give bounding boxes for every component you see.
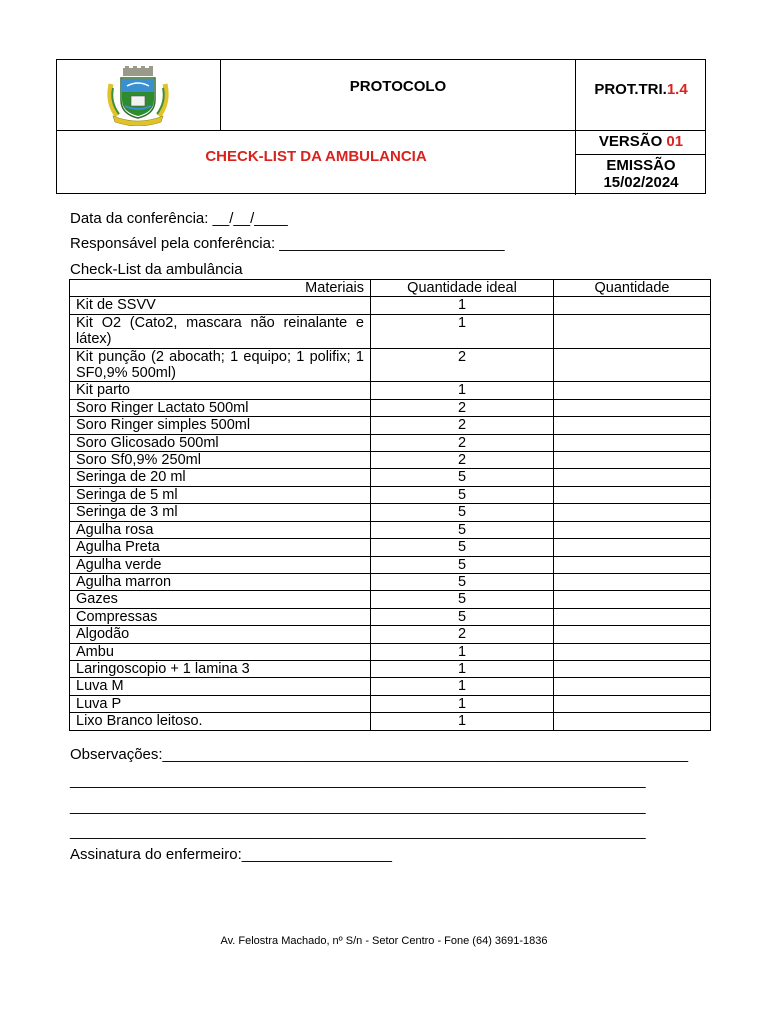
ideal-quantity-cell: 1 xyxy=(371,382,554,399)
nurse-signature-field: Assinatura do enfermeiro:__________________ xyxy=(70,846,392,863)
checklist-table xyxy=(69,279,711,731)
table-row xyxy=(70,660,711,677)
column-header-quantity: Quantidade xyxy=(554,280,711,297)
material-cell: Luva M xyxy=(70,678,371,695)
material-cell: Kit parto xyxy=(70,382,371,399)
observations-line: _____________________________________________________________________ xyxy=(70,798,646,815)
quantity-cell[interactable] xyxy=(554,608,711,625)
checklist-label: Check-List da ambulância xyxy=(70,261,243,278)
table-row xyxy=(70,348,711,382)
ideal-quantity-cell: 1 xyxy=(371,678,554,695)
quantity-cell[interactable] xyxy=(554,573,711,590)
material-cell: Laringoscopio + 1 lamina 3 xyxy=(70,660,371,677)
issue-date-value: 15/02/2024 xyxy=(603,174,679,191)
quantity-cell[interactable] xyxy=(554,469,711,486)
quantity-cell[interactable] xyxy=(554,452,711,469)
material-cell: Kit O2 (Cato2, mascara não reinalante e látex) xyxy=(70,314,371,348)
material-cell: Soro Glicosado 500ml xyxy=(70,434,371,451)
column-header-materials: Materiais xyxy=(70,280,371,297)
quantity-cell[interactable] xyxy=(554,695,711,712)
ideal-quantity-cell: 5 xyxy=(371,504,554,521)
material-cell: Seringa de 3 ml xyxy=(70,504,371,521)
table-row xyxy=(70,591,711,608)
table-row xyxy=(70,521,711,538)
material-cell: Seringa de 20 ml xyxy=(70,469,371,486)
table-row xyxy=(70,573,711,590)
header-divider xyxy=(575,154,705,155)
material-cell: Agulha rosa xyxy=(70,521,371,538)
ideal-quantity-cell: 1 xyxy=(371,713,554,730)
document-title: CHECK-LIST DA AMBULANCIA xyxy=(205,148,427,165)
table-row xyxy=(70,504,711,521)
quantity-cell[interactable] xyxy=(554,399,711,416)
municipal-crest-logo xyxy=(105,66,171,126)
ideal-quantity-cell: 5 xyxy=(371,556,554,573)
quantity-cell[interactable] xyxy=(554,348,711,382)
material-cell: Agulha verde xyxy=(70,556,371,573)
table-row xyxy=(70,452,711,469)
observations-field: Observações:_______________________________________________________________ xyxy=(70,746,689,763)
ideal-quantity-cell: 1 xyxy=(371,314,554,348)
material-cell: Agulha marron xyxy=(70,573,371,590)
version-label: VERSÃO xyxy=(598,133,663,150)
conference-date-field: Data da conferência: __/__/____ xyxy=(70,210,288,227)
version-field xyxy=(576,133,706,150)
table-row xyxy=(70,399,711,416)
issue-date-field xyxy=(576,157,706,191)
protocol-title: PROTOCOLO xyxy=(349,78,447,95)
table-row xyxy=(70,469,711,486)
ideal-quantity-cell: 5 xyxy=(371,539,554,556)
material-cell: Kit de SSVV xyxy=(70,297,371,314)
table-row xyxy=(70,678,711,695)
table-row xyxy=(70,382,711,399)
ideal-quantity-cell: 2 xyxy=(371,626,554,643)
material-cell: Soro Ringer simples 500ml xyxy=(70,417,371,434)
table-row xyxy=(70,539,711,556)
header-divider xyxy=(57,130,705,131)
material-cell: Lixo Branco leitoso. xyxy=(70,713,371,730)
table-row xyxy=(70,417,711,434)
ideal-quantity-cell: 2 xyxy=(371,452,554,469)
table-row xyxy=(70,643,711,660)
column-header-ideal-quantity: Quantidade ideal xyxy=(371,280,554,297)
header-divider xyxy=(220,60,221,130)
ideal-quantity-cell: 5 xyxy=(371,521,554,538)
protocol-prefix: PROT.TRI. xyxy=(594,81,667,98)
material-cell: Algodão xyxy=(70,626,371,643)
material-cell: Compressas xyxy=(70,608,371,625)
material-cell: Gazes xyxy=(70,591,371,608)
table-row xyxy=(70,713,711,730)
ideal-quantity-cell: 2 xyxy=(371,434,554,451)
material-cell: Soro Sf0,9% 250ml xyxy=(70,452,371,469)
quantity-cell[interactable] xyxy=(554,556,711,573)
quantity-cell[interactable] xyxy=(554,382,711,399)
table-row xyxy=(70,608,711,625)
quantity-cell[interactable] xyxy=(554,417,711,434)
quantity-cell[interactable] xyxy=(554,713,711,730)
ideal-quantity-cell: 5 xyxy=(371,469,554,486)
ideal-quantity-cell: 5 xyxy=(371,573,554,590)
quantity-cell[interactable] xyxy=(554,591,711,608)
quantity-cell[interactable] xyxy=(554,521,711,538)
issue-date-label: EMISSÃO xyxy=(606,157,676,174)
ideal-quantity-cell: 1 xyxy=(371,660,554,677)
ideal-quantity-cell: 2 xyxy=(371,348,554,382)
material-cell: Seringa de 5 ml xyxy=(70,486,371,503)
observations-line: _____________________________________________________________________ xyxy=(70,823,646,840)
quantity-cell[interactable] xyxy=(554,539,711,556)
ideal-quantity-cell: 5 xyxy=(371,591,554,608)
document-header xyxy=(56,59,706,194)
quantity-cell[interactable] xyxy=(554,434,711,451)
table-header-row xyxy=(70,280,711,297)
quantity-cell[interactable] xyxy=(554,297,711,314)
quantity-cell[interactable] xyxy=(554,660,711,677)
ideal-quantity-cell: 1 xyxy=(371,695,554,712)
observations-line: _____________________________________________________________________ xyxy=(70,772,646,789)
table-row xyxy=(70,486,711,503)
quantity-cell[interactable] xyxy=(554,643,711,660)
material-cell: Ambu xyxy=(70,643,371,660)
table-row xyxy=(70,695,711,712)
quantity-cell[interactable] xyxy=(554,504,711,521)
ideal-quantity-cell: 5 xyxy=(371,608,554,625)
material-cell: Soro Ringer Lactato 500ml xyxy=(70,399,371,416)
quantity-cell[interactable] xyxy=(554,626,711,643)
ideal-quantity-cell: 5 xyxy=(371,486,554,503)
ideal-quantity-cell: 2 xyxy=(371,399,554,416)
ideal-quantity-cell: 1 xyxy=(371,643,554,660)
table-row xyxy=(70,434,711,451)
footer-address: Av. Felostra Machado, nº S/n - Setor Centro - Fone (64) 3691-1836 xyxy=(220,935,548,947)
table-row xyxy=(70,626,711,643)
quantity-cell[interactable] xyxy=(554,678,711,695)
ideal-quantity-cell: 1 xyxy=(371,297,554,314)
table-row xyxy=(70,297,711,314)
ideal-quantity-cell: 2 xyxy=(371,417,554,434)
quantity-cell[interactable] xyxy=(554,486,711,503)
protocol-number: 1.4 xyxy=(666,81,688,98)
table-row xyxy=(70,556,711,573)
table-row xyxy=(70,314,711,348)
version-number: 01 xyxy=(666,133,684,150)
material-cell: Luva P xyxy=(70,695,371,712)
protocol-code xyxy=(576,81,706,98)
material-cell: Agulha Preta xyxy=(70,539,371,556)
responsible-field: Responsável pela conferência: ___________________________ xyxy=(70,235,505,252)
material-cell: Kit punção (2 abocath; 1 equipo; 1 polifix; 1 SF0,9% 500ml) xyxy=(70,348,371,382)
quantity-cell[interactable] xyxy=(554,314,711,348)
